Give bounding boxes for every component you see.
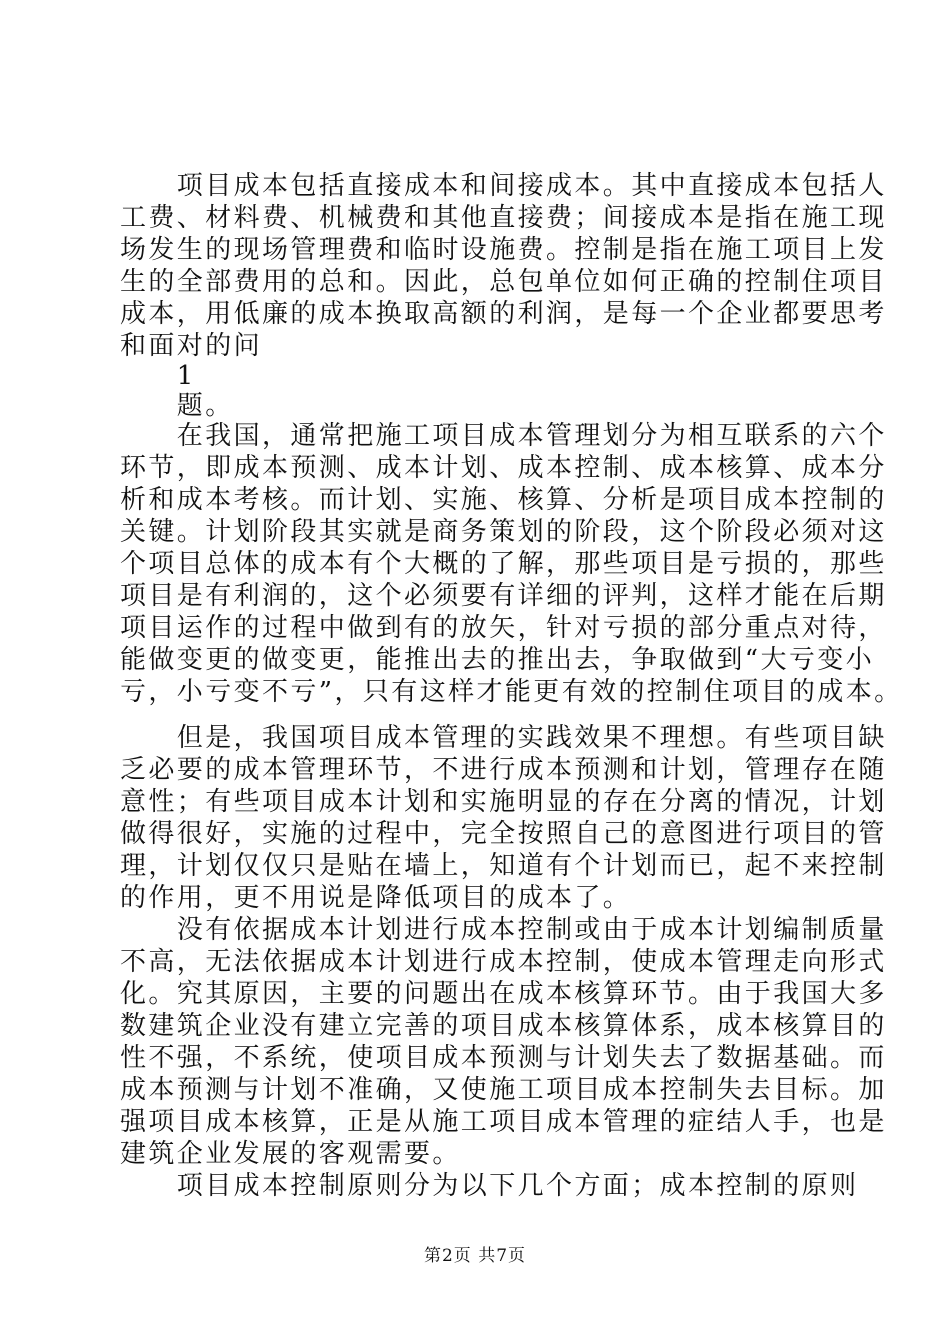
page-footer: 第2页 共7页 [423, 1246, 527, 1266]
page-number-fragment: 1 [120, 361, 196, 391]
body-text-line: 项目成本控制原则分为以下几个方面；成本控制的原则 [120, 1171, 859, 1201]
body-text-line: 建筑企业发展的客观需要。 [120, 1139, 461, 1169]
body-text-line: 项目是有利润的，这个必须要有详细的评判，这样才能在后期 [120, 581, 887, 611]
body-text-line: 成本预测与计划不准确，又使施工项目成本控制失去目标。加 [120, 1075, 887, 1105]
body-text-line: 的作用，更不用说是降低项目的成本了。 [120, 883, 632, 913]
body-text-line: 项目运作的过程中做到有的放矢，针对亏损的部分重点对待， [120, 613, 887, 643]
body-text-line: 乏必要的成本管理环节，不进行成本预测和计划，管理存在随 [120, 755, 887, 785]
body-text-line: 场发生的现场管理费和临时设施费。控制是指在施工项目上发 [120, 235, 887, 265]
body-text-line: 和面对的问 [120, 331, 263, 361]
body-text-line: 个项目总体的成本有个大概的了解，那些项目是亏损的，那些 [120, 549, 887, 579]
body-text-line: 不高，无法依据成本计划进行成本控制，使成本管理走向形式 [120, 947, 887, 977]
body-text-line: 成本，用低廉的成本换取高额的利润，是每一个企业都要思考 [120, 299, 887, 329]
body-text-line: 生的全部费用的总和。因此，总包单位如何正确的控制住项目 [120, 267, 887, 297]
body-text-line: 关键。计划阶段其实就是商务策划的阶段，这个阶段必须对这 [120, 517, 887, 547]
body-text-line: 工费、材料费、机械费和其他直接费；间接成本是指在施工现 [120, 203, 887, 233]
body-text-line: 项目成本包括直接成本和间接成本。其中直接成本包括人 [120, 171, 887, 201]
body-text-line: 强项目成本核算，正是从施工项目成本管理的症结人手，也是 [120, 1107, 887, 1137]
body-text-line: 意性；有些项目成本计划和实施明显的存在分离的情况，计划 [120, 787, 887, 817]
body-text-line: 在我国，通常把施工项目成本管理划分为相互联系的六个 [120, 421, 887, 451]
body-text-line: 析和成本考核。而计划、实施、核算、分析是项目成本控制的 [120, 485, 887, 515]
body-text-line: 没有依据成本计划进行成本控制或由于成本计划编制质量 [120, 915, 887, 945]
body-text-line: 但是，我国项目成本管理的实践效果不理想。有些项目缺 [120, 723, 887, 753]
body-text-line: 题。 [120, 391, 234, 421]
body-text-line: 亏，小亏变不亏”，只有这样才能更有效的控制住项目的成本。 [120, 677, 903, 707]
body-text-line: 能做变更的做变更，能推出去的推出去，争取做到“大亏变小 [120, 645, 875, 675]
body-text-line: 做得很好，实施的过程中，完全按照自己的意图进行项目的管 [120, 819, 887, 849]
body-text-line: 数建筑企业没有建立完善的项目成本核算体系，成本核算目的 [120, 1011, 887, 1041]
body-text-line: 环节，即成本预测、成本计划、成本控制、成本核算、成本分 [120, 453, 887, 483]
body-text-line: 化。究其原因，主要的问题出在成本核算环节。由于我国大多 [120, 979, 887, 1009]
body-text-line: 理，计划仅仅只是贴在墙上，知道有个计划而已，起不来控制 [120, 851, 887, 881]
body-text-line: 性不强，不系统，使项目成本预测与计划失去了数据基础。而 [120, 1043, 887, 1073]
